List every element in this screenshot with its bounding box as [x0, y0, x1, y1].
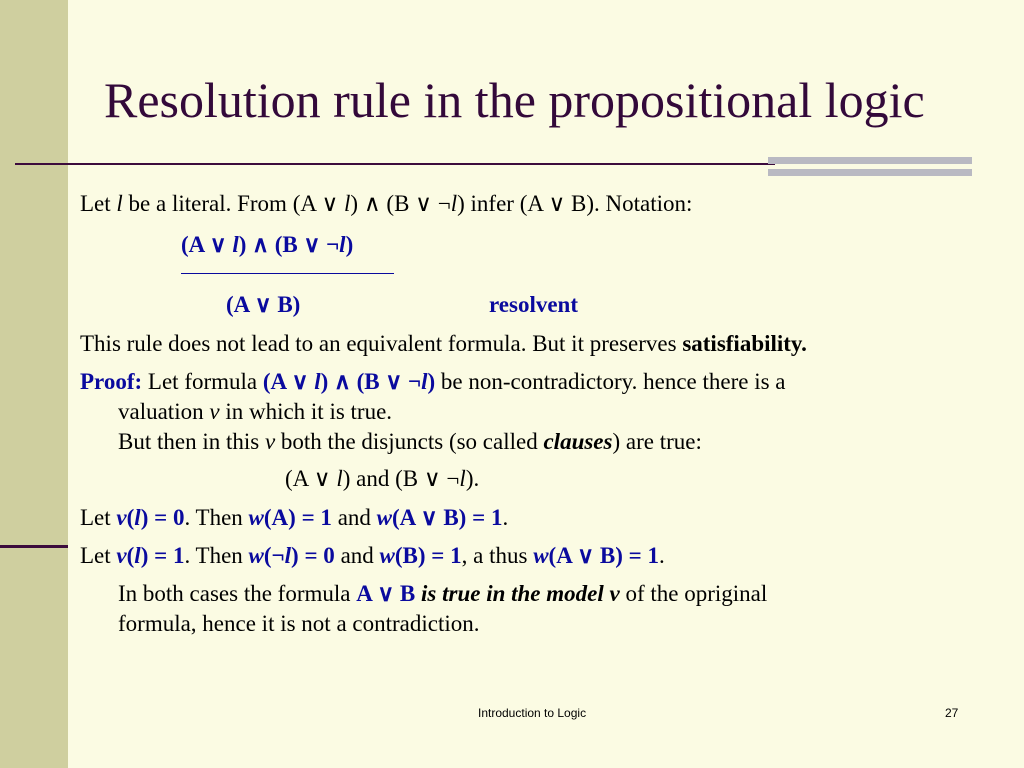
page-number: 27	[945, 706, 959, 720]
footer-title: Introduction to Logic	[478, 706, 587, 720]
proof-line-1: Proof: Let formula (A ∨ l) ∧ (B ∨ ¬l) be non-contradictory. hence there is a	[80, 369, 786, 394]
conclusion-line-2: formula, hence it is not a contradiction.	[118, 611, 480, 636]
rule-bar	[181, 273, 394, 274]
accent-bars	[768, 157, 972, 179]
clauses-line: (A ∨ l) and (B ∨ ¬l).	[285, 466, 480, 491]
slide-title: Resolution rule in the propositional logic	[104, 72, 925, 128]
rule-conclusion: (A ∨ B)	[226, 292, 301, 317]
case-1-line: Let v(l) = 0. Then w(A) = 1 and w(A ∨ B) = 1.	[80, 505, 509, 530]
proof-line-2: valuation v in which it is true.	[118, 399, 393, 424]
satisfiability-line: This rule does not lead to an equivalent formula. But it preserves satisfiability.	[80, 331, 807, 356]
sidebar-decoration	[0, 0, 68, 768]
sidebar-divider	[0, 545, 68, 548]
conclusion-line-1: In both cases the formula A ∨ B is true in the model v of the opriginal	[118, 581, 768, 606]
title-divider	[15, 163, 775, 165]
rule-premise: (A ∨ l) ∧ (B ∨ ¬l)	[181, 232, 354, 257]
proof-line-3: But then in this v both the disjuncts (so called clauses) are true:	[118, 429, 702, 454]
case-2-line: Let v(l) = 1. Then w(¬l) = 0 and w(B) = 1, a thus w(A ∨ B) = 1.	[80, 543, 665, 568]
resolvent-label: resolvent	[489, 292, 579, 317]
intro-line: Let l be a literal. From (A ∨ l) ∧ (B ∨ ¬l) infer (A ∨ B). Notation:	[80, 191, 693, 216]
